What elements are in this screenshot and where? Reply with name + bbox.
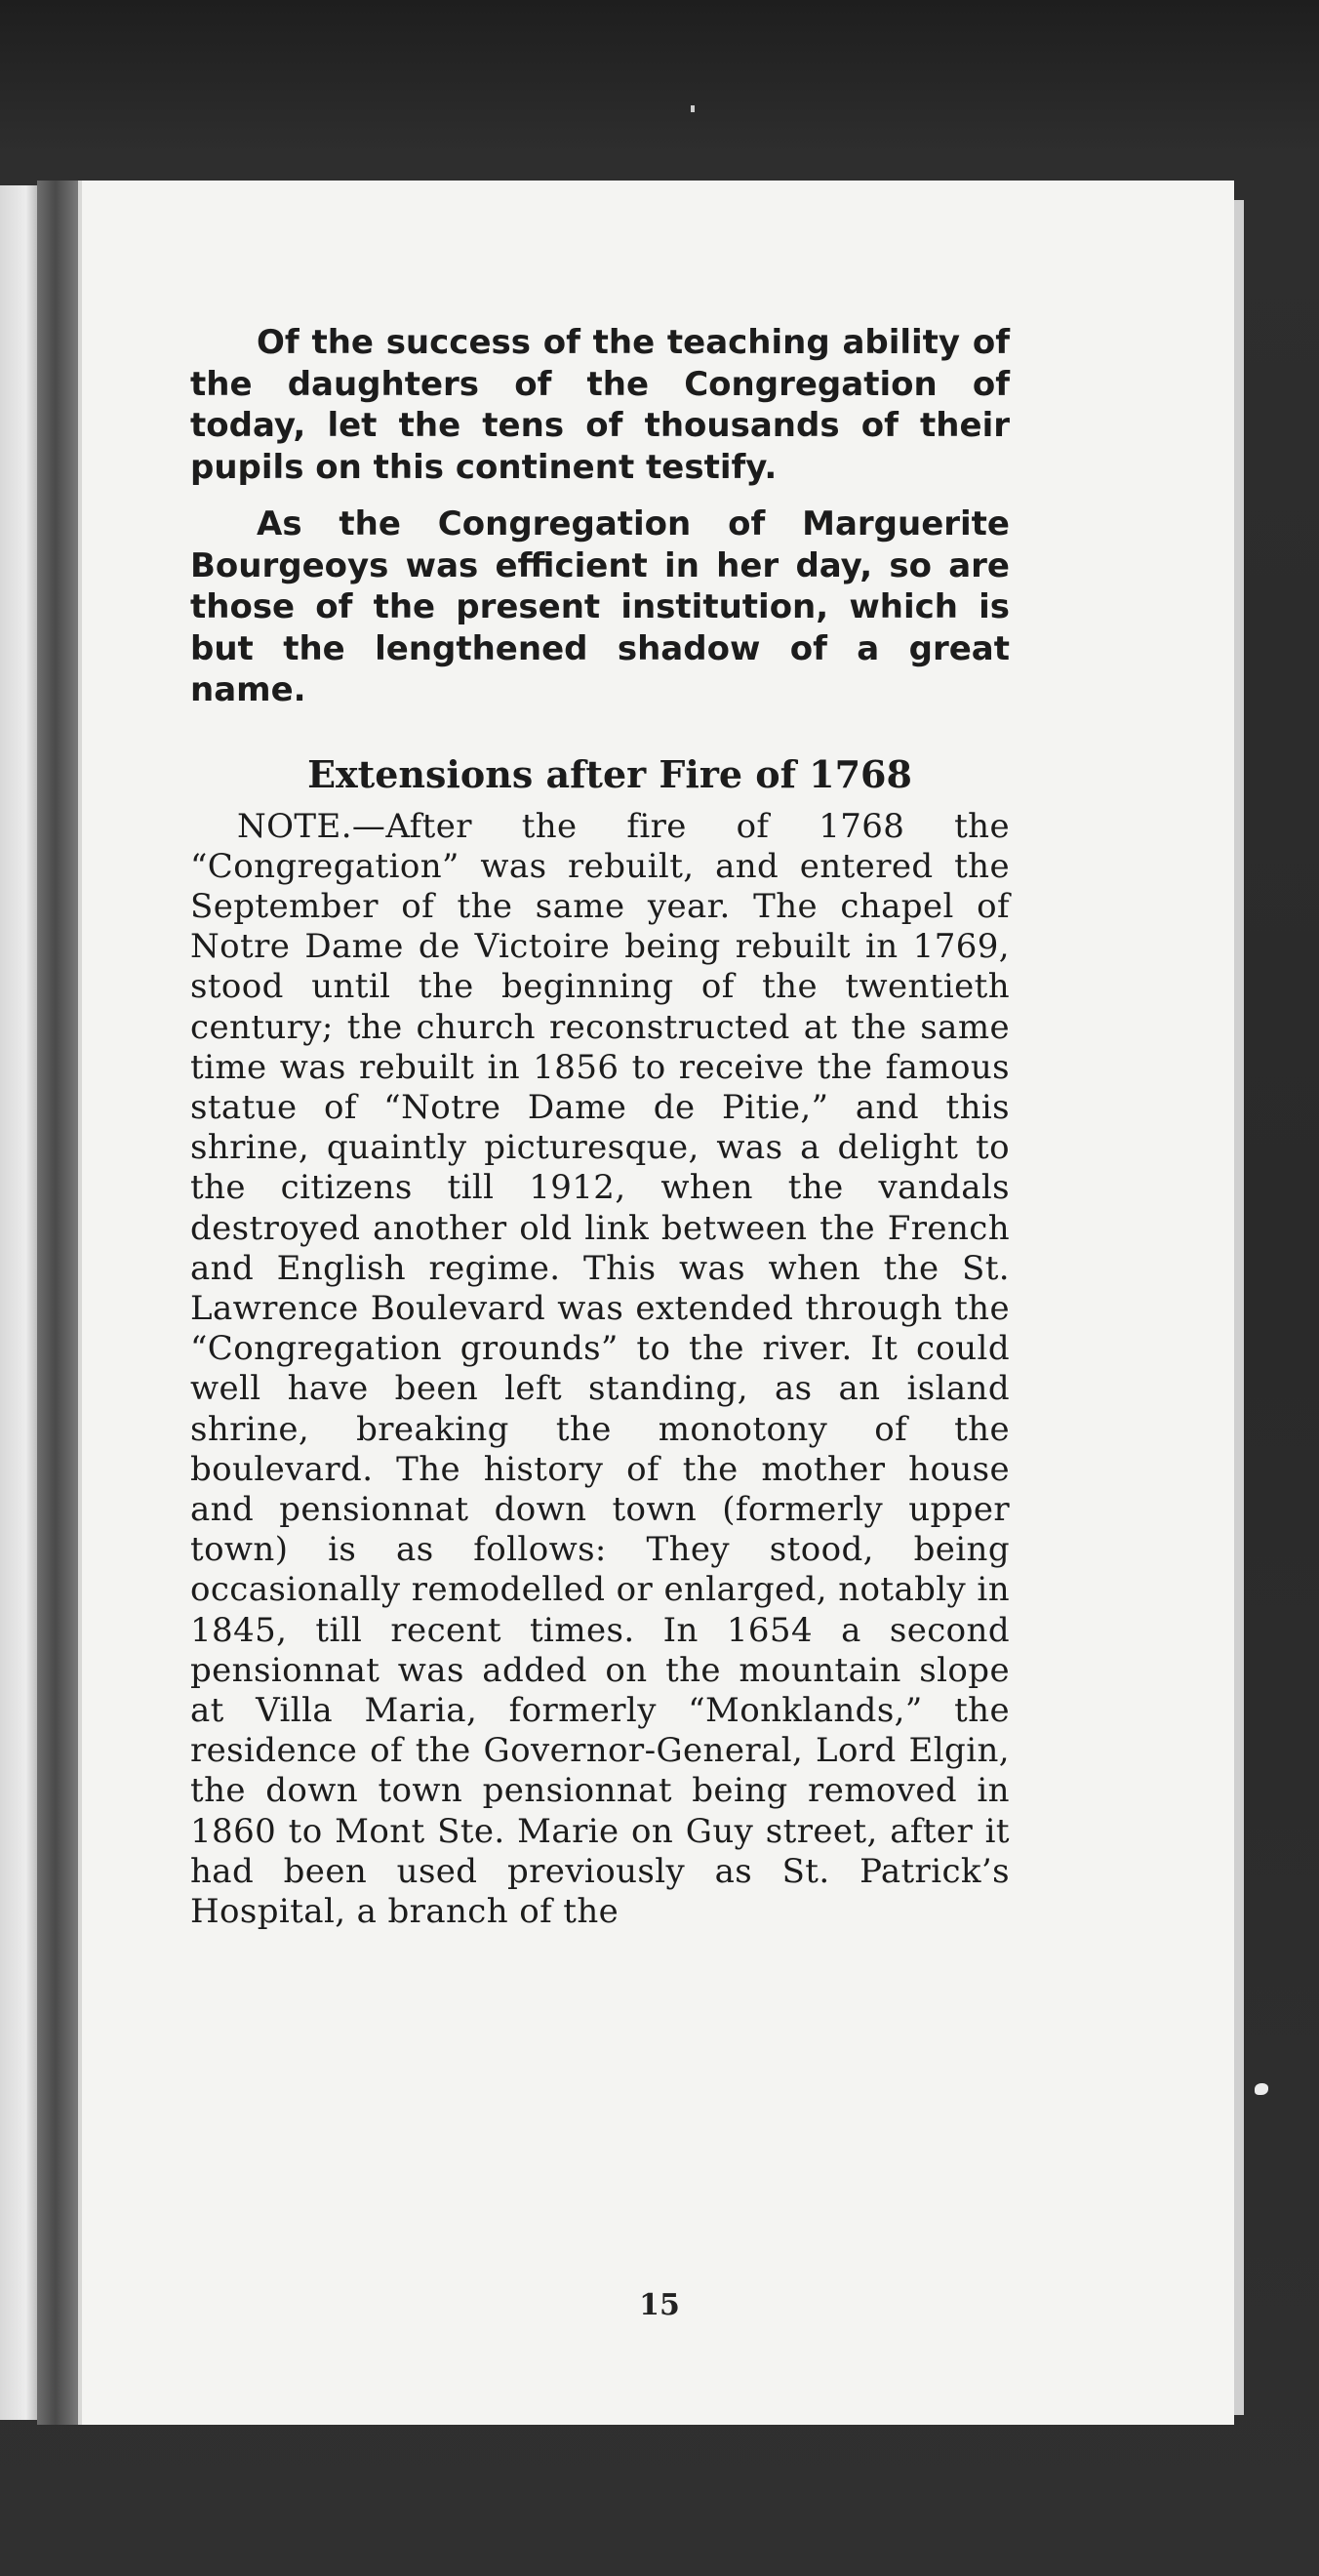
paragraph-teaching-ability: Of the success of the teaching ability of the daughters of the Congregation of today, let the tens of thousands of their pupils on this continent testify. bbox=[190, 323, 1010, 487]
section-heading: Extensions after Fire of 1768 bbox=[307, 751, 912, 796]
page-number: 15 bbox=[639, 2288, 680, 2322]
scan-blemish bbox=[1255, 2083, 1268, 2095]
page-text-block bbox=[190, 322, 1010, 1932]
book-spine bbox=[37, 181, 78, 2425]
paragraph-congregation-efficient: As the Congregation of Marguerite Bourgeoys was efficient in her day, so are those of the present institution, which is but the lengthened shadow of a great name. bbox=[190, 504, 1010, 709]
scan-speck bbox=[691, 105, 695, 112]
page-edge-shadow bbox=[1234, 200, 1244, 2415]
note-paragraph: NOTE.—After the fire of 1768 the “Congregation” was rebuilt, and entered the September of the same year. The chapel of Notre Dame de Victoire being rebuilt in 1769, stood until the beginning of the twentieth century; the church reconstructed at the same time was rebuilt in 1856 to receive the famous statue of “Notre Dame de Pitie,” and this shrine, quaintly picturesque, was a delight to the citizens till 1912, when the vandals destroyed another old link between the French and English regime. This was when the St. Lawrence Boulevard was extended through the “Congregation grounds” to the river. It could well have been left standing, as an island shrine, breaking the monotony of the boulevard. The history of the mother house and pensionnat down town (formerly upper town) is as follows: They stood, being occasionally remodelled or enlarged, notably in 1845, till recent times. In 1654 a second pensionnat was added on the mountain slope at Villa Maria, formerly “Monklands,” the residence of the Governor-General, Lord Elgin, the down town pensionnat being removed in 1860 to Mont Ste. Marie on Guy street, after it had been used previously as St. Patrick’s Hospital, a branch of the bbox=[190, 806, 1010, 1931]
left-page-edge bbox=[0, 185, 37, 2420]
